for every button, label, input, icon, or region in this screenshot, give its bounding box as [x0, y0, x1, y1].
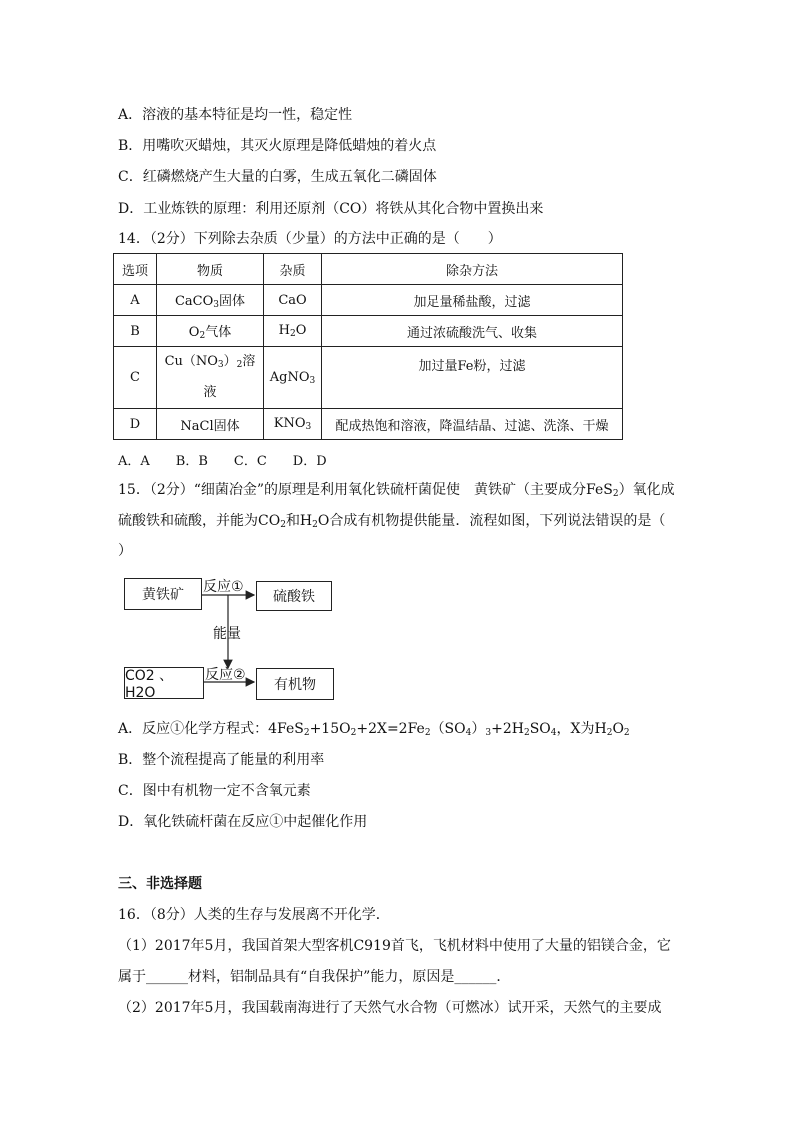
flow-box-pyrite: 黄铁矿 [124, 578, 202, 610]
q15-option-d: D．氧化铁硫杆菌在反应①中起催化作用 [118, 814, 368, 830]
row-d-method: 配成热饱和溶液，降温结晶、过滤、洗涤、干燥 [322, 409, 623, 440]
table-row [114, 285, 623, 316]
q14-stem: 14．（2分）下列除去杂质（少量）的方法中正确的是（ ） [118, 231, 502, 247]
header-option: 选项 [114, 254, 157, 285]
q14-table [113, 253, 623, 440]
header-impurity: 杂质 [264, 254, 322, 285]
q16-part1-line2: 属于______材料，铝制品具有“自我保护”能力，原因是______． [118, 969, 511, 985]
q15-stem-line1: 15．（2分）“细菌冶金”的原理是利用氧化铁硫杆菌促使 黄铁矿（主要成分FeS$_2$）氧化成 [118, 482, 675, 499]
row-b-option: B [114, 316, 157, 347]
row-a-substance: CaCO$_3$固体 [157, 285, 264, 316]
q15-option-a: A．反应①化学方程式：$4FeS_2+15O_2+2X=2Fe_2(SO_4)_3+2H_2SO_4$，X为$H_2O_2$ [118, 721, 630, 738]
flow-box-iron-sulfate: 硫酸铁 [256, 581, 332, 611]
q13-option-b: B．用嘴吹灭蜡烛，其灭火原理是降低蜡烛的着火点 [118, 138, 437, 154]
q13-option-c: C．红磷燃烧产生大量的白雾，生成五氧化二磷固体 [118, 169, 437, 185]
flow-box-co2-h2o: CO2 、H2O [124, 667, 204, 699]
row-c-option: C [114, 347, 157, 409]
flow-label-reaction1: 反应① [203, 579, 244, 595]
q13-option-a: A．溶液的基本特征是均一性，稳定性 [118, 107, 353, 123]
row-b-impurity: $H_2O$ [264, 316, 322, 347]
row-c-method: 加过量Fe粉，过滤 [322, 347, 623, 409]
row-d-impurity: $KNO_3$ [264, 409, 322, 440]
table-row [114, 347, 623, 409]
q16-part2-line1: （2）2017年5月，我国载南海进行了天然气水合物（可燃冰）试开采，天然气的主要成 [118, 1000, 662, 1016]
header-method: 除杂方法 [322, 254, 623, 285]
q15-option-b: B．整个流程提高了能量的利用率 [118, 752, 325, 768]
row-a-option: A [114, 285, 157, 316]
row-d-substance: NaCl固体 [157, 409, 264, 440]
row-a-method: 加足量稀盐酸，过滤 [322, 285, 623, 316]
flow-box-organic: 有机物 [256, 668, 334, 700]
table-row [114, 409, 623, 440]
row-a-impurity: CaO [264, 285, 322, 316]
row-c-substance: $Cu(NO_3)_2$溶 液 [157, 347, 264, 409]
q15-stem-line2: 硫酸铁和硫酸，并能为$CO_2$和$H_2O$合成有机物提供能量．流程如图，下列说法错误的是（ [118, 513, 666, 530]
table-row [114, 316, 623, 347]
q13-option-d: D．工业炼铁的原理：利用还原剂（CO）将铁从其化合物中置换出来 [118, 201, 544, 217]
q15-stem-line3: ） [118, 543, 132, 559]
q16-part1-line1: （1）2017年5月，我国首架大型客机C919首飞，飞机材料中使用了大量的铝镁合金，它 [118, 938, 671, 954]
q16-stem: 16．（8分）人类的生存与发展离不开化学． [118, 907, 390, 923]
row-d-option: D [114, 409, 157, 440]
q14-answer-options: A．A B．B C．C D．D [118, 454, 327, 469]
flow-label-energy: 能量 [213, 626, 241, 642]
header-substance: 物质 [157, 254, 264, 285]
q15-option-c: C．图中有机物一定不含氧元素 [118, 783, 311, 799]
table-header-row [114, 254, 623, 285]
q15-flow-diagram [118, 568, 348, 708]
flow-label-reaction2: 反应② [205, 667, 246, 683]
row-c-impurity: AgNO$_3$ [264, 347, 322, 409]
row-b-substance: $O_2$气体 [157, 316, 264, 347]
section-title: 三、非选择题 [118, 876, 202, 892]
row-b-method: 通过浓硫酸洗气、收集 [322, 316, 623, 347]
